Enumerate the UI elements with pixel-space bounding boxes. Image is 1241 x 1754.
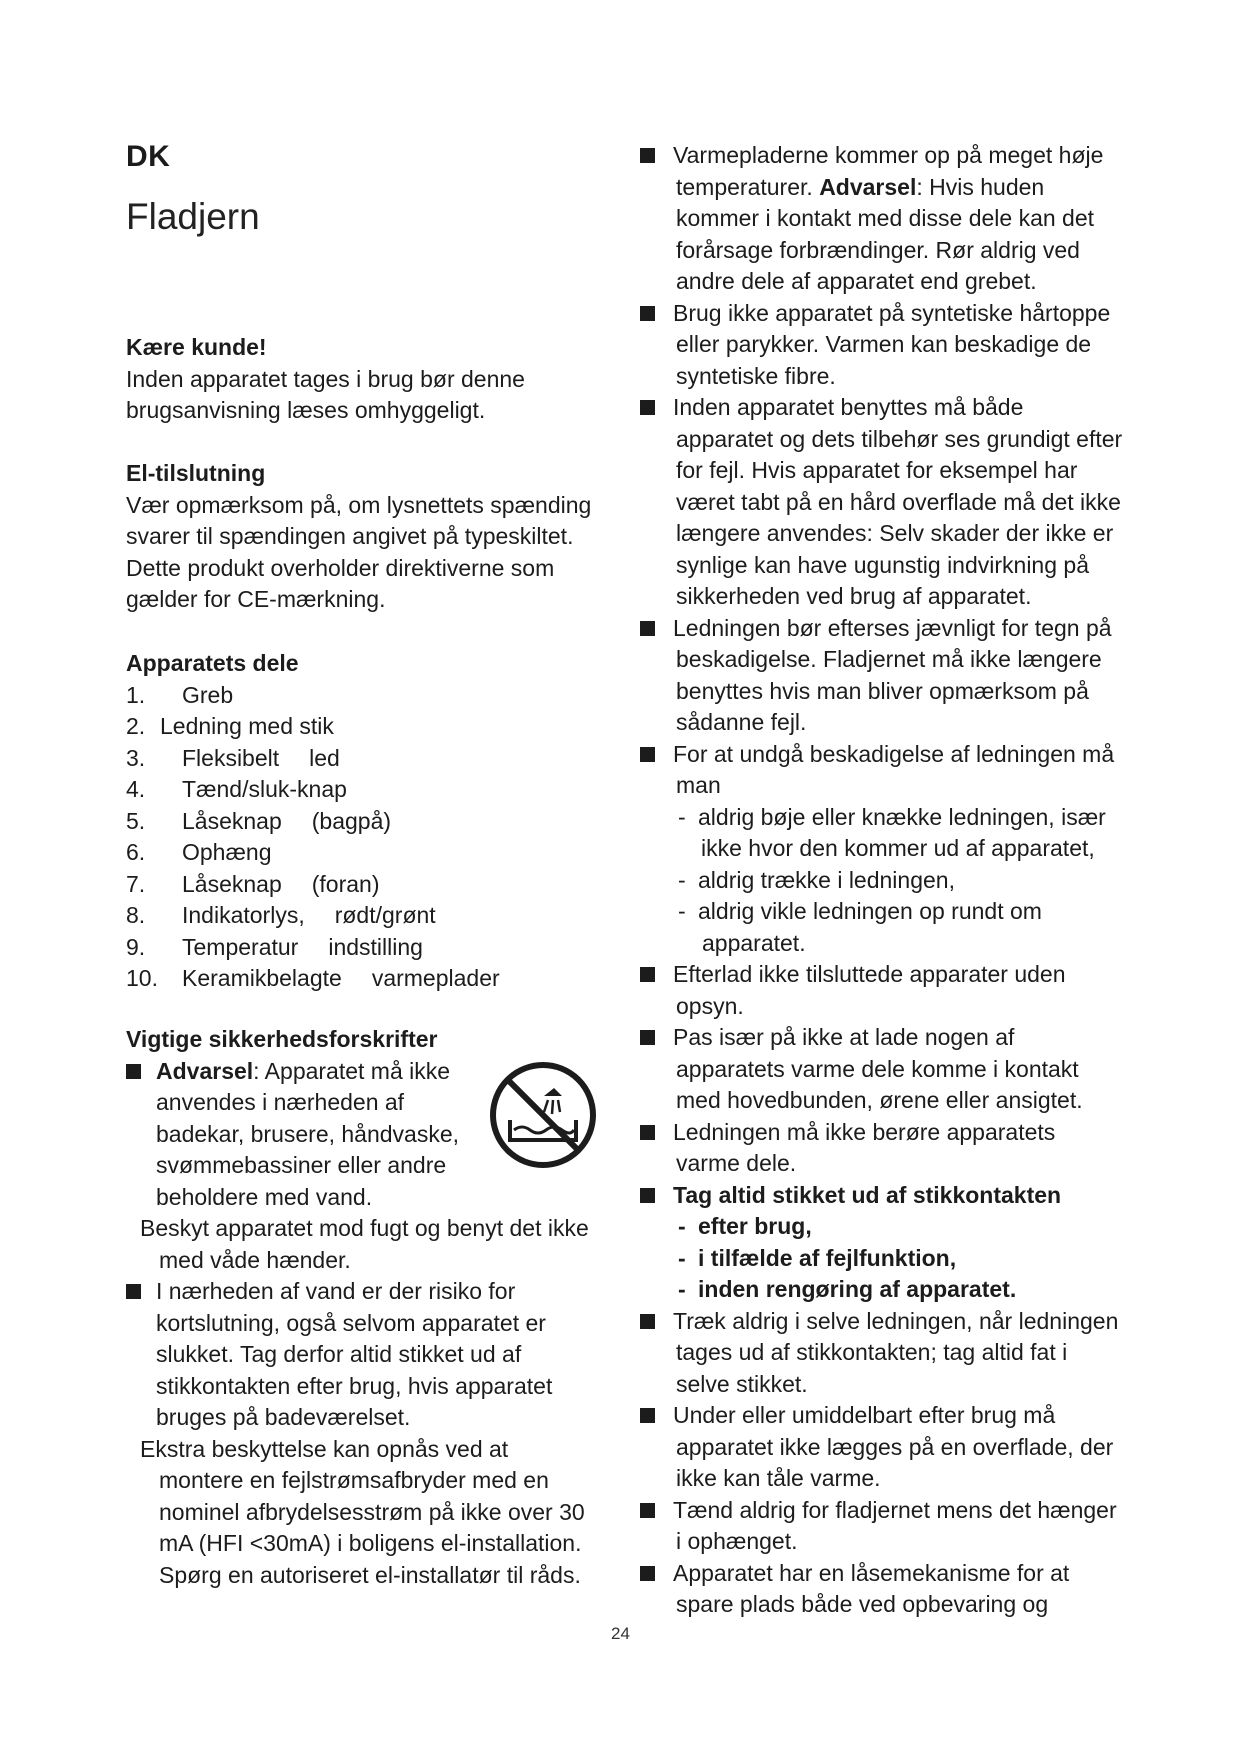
cord-check-bullet: Ledningen bør efterses jævnligt for tegn på beskadigelse. Fladjernet må ikke længere benyttes hvis man bliver opmærksom på sådanne fejl.: [640, 613, 1160, 739]
extra-line: Ekstra beskyttelse kan opnås ved at: [140, 1435, 509, 1462]
synthetic-hair-bullet: Brug ikke apparatet på syntetiske hårtoppe eller parykker. Varmen kan beskadige de syntetiske fibre.: [640, 298, 1160, 393]
parts-item: 6. Ophæng: [126, 839, 272, 865]
cord-touch-bullet: Ledningen må ikke berøre apparatets varme dele.: [640, 1117, 1160, 1180]
parts-item: 10. Keramikbelagte varmeplader: [126, 965, 500, 991]
el-line: gælder for CE-mærkning.: [126, 586, 386, 612]
parts-item: 9. Temperatur indstilling: [126, 933, 423, 960]
cord-damage-bullet: For at undgå beskadigelse af ledningen må man - aldrig bøje eller knække ledningen, især ikke hvor den kommer ud af apparatet, - aldrig trække i ledningen, - aldrig vikle ledningen op rundt om apparatet.: [640, 739, 1160, 960]
page-number: 24: [611, 1624, 630, 1643]
bullet-square-icon: [640, 1030, 655, 1045]
no-water-bath-icon: [488, 1060, 598, 1170]
extra-line: Spørg en autoriseret el-installatør til råds.: [159, 1561, 581, 1588]
bullet-square-icon: [640, 967, 655, 982]
contact-bullet: Pas især på ikke at lade nogen af apparatets varme dele komme i kontakt med hovedbunden, ørene eller ansigtet.: [640, 1022, 1160, 1117]
parts-item: 1. Greb: [126, 681, 234, 708]
pull-plug-bullet: Træk aldrig i selve ledningen, når ledningen tages ud af stikkontakten; tag altid fat i selve stikket.: [640, 1306, 1160, 1401]
bullet-square-icon: [640, 1408, 655, 1423]
hanging-bullet: Tænd aldrig for fladjernet mens det hænger i ophænget.: [640, 1495, 1160, 1558]
dash-item: - i tilfælde af fejlfunktion,: [678, 1244, 957, 1271]
bullet-square-icon: [640, 306, 655, 321]
dash-item: - aldrig bøje eller knække ledningen, især ikke hvor den kommer ud af apparatet,: [678, 803, 1106, 861]
unplug-bullet: Tag altid stikket ud af stikkontakten - efter brug, - i tilfælde af fejlfunktion, - inden rengøring af apparatet.: [640, 1180, 1160, 1306]
dash-item: - efter brug,: [678, 1213, 812, 1239]
parts-item: 3. Fleksibelt led: [126, 744, 340, 771]
dash-item: - inden rengøring af apparatet.: [678, 1276, 1017, 1302]
parts-item: 8. Indikatorlys, rødt/grønt: [126, 902, 436, 928]
lock-mechanism-bullet: Apparatet har en låsemekanisme for at spare plads både ved opbevaring og: [640, 1558, 1160, 1621]
protect-line: Beskyt apparatet mod fugt og benyt det ikke: [140, 1215, 589, 1241]
parts-section: [126, 648, 606, 995]
safety-heading: Vigtige sikkerhedsforskrifter: [126, 1026, 438, 1052]
el-section: [126, 458, 606, 616]
extra-line: montere en fejlstrømsafbryder med en: [159, 1467, 549, 1493]
bullet-square-icon: [640, 621, 655, 636]
parts-item: 4. Tænd/sluk-knap: [126, 776, 347, 802]
extra-line: nominel afbrydelsesstrøm på ikke over 30: [159, 1498, 585, 1525]
el-line: svarer til spændingen angivet på typeskiltet.: [126, 523, 574, 549]
bullet-square-icon: [126, 1284, 141, 1299]
bullet-square-icon: [640, 400, 655, 415]
bullet-square-icon: [640, 1566, 655, 1581]
intro-section: [126, 332, 606, 427]
bullet-square-icon: [640, 1125, 655, 1140]
unattended-bullet: Efterlad ikke tilsluttede apparater uden opsyn.: [640, 959, 1160, 1022]
intro-heading: Kære kunde!: [126, 334, 267, 360]
protect-line: med våde hænder.: [159, 1246, 351, 1273]
bullet-square-icon: [640, 1503, 655, 1518]
bullet-square-icon: [640, 1314, 655, 1329]
inspect-bullet: Inden apparatet benyttes må både apparatet og dets tilbehør ses grundigt efter for fejl. Hvis apparatet for eksempel har været tabt på en hård overflade må det ikke længere anvendes: Selv skader der ikke er synlige kan have ugunstig indvirkning på sikkerheden ved brug af apparatet.: [640, 392, 1160, 613]
extra-line: mA (HFI <30mA) i boligens el-installation.: [159, 1530, 582, 1556]
intro-line: Inden apparatet tages i brug bør denne: [126, 365, 525, 392]
warning-bullet: Advarsel: Apparatet må ikke anvendes i nærheden af badekar, brusere, håndvaske, svømmebassiner eller andre beholdere med vand.: [126, 1056, 606, 1214]
surface-bullet: Under eller umiddelbart efter brug må apparatet ikke lægges på en overflade, der ikke kan tåle varme.: [640, 1400, 1160, 1495]
page-title: Fladjern: [126, 196, 260, 237]
dash-item: - aldrig trække i ledningen,: [678, 866, 955, 893]
parts-item: 5. Låseknap (bagpå): [126, 807, 392, 834]
intro-line: brugsanvisning læses omhyggeligt.: [126, 397, 486, 423]
dash-item: - aldrig vikle ledningen op rundt om apparatet.: [678, 898, 1042, 956]
bullet-square-icon: [640, 1188, 655, 1203]
bullet-square-icon: [640, 747, 655, 762]
right-column: [640, 140, 1160, 1621]
hot-plates-bullet: Varmepladerne kommer op på meget høje temperaturer. Advarsel: Hvis huden kommer i kontakt med disse dele kan det forårsage forbrændinger. Rør aldrig ved andre dele af apparatet end grebet.: [640, 140, 1160, 298]
parts-item: 2. Ledning med stik: [126, 713, 334, 739]
el-heading: El-tilslutning: [126, 460, 266, 486]
language-code: DK: [126, 140, 171, 173]
el-line: Dette produkt overholder direktiverne som: [126, 554, 555, 581]
parts-list: [126, 680, 606, 995]
water-bullet: I nærheden af vand er der risiko for kortslutning, også selvom apparatet er slukket. Tag derfor altid stikket ud af stikkontakten efter brug, hvis apparatet bruges på badeværelset.: [126, 1276, 606, 1434]
parts-heading: Apparatets dele: [126, 650, 299, 676]
parts-item: 7. Låseknap (foran): [126, 870, 380, 897]
el-line: Vær opmærksom på, om lysnettets spænding: [126, 491, 592, 518]
bullet-square-icon: [126, 1064, 141, 1079]
bullet-square-icon: [640, 148, 655, 163]
